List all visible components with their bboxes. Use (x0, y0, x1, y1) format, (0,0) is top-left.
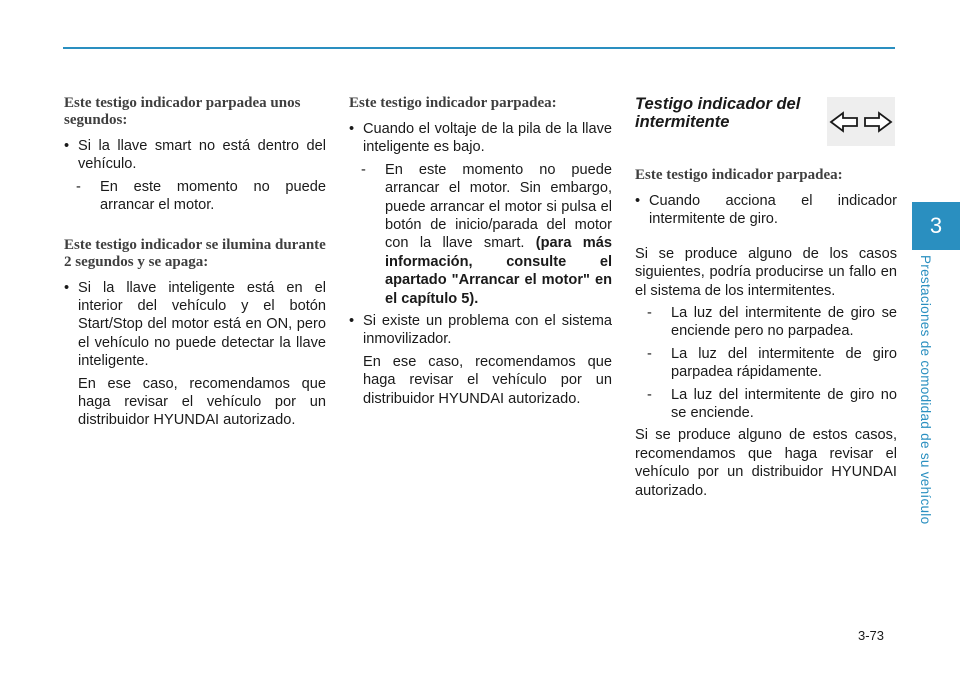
dash-mark: - (361, 161, 366, 178)
chapter-title-text: Prestaciones de comodidad de su vehículo (918, 255, 933, 525)
note-visit-dealer: En ese caso, recomendamos que haga revisar el vehículo por un distribuidor HYUNDAI autorizado. (363, 353, 612, 407)
bullet-key-not-inside: • Si la llave smart no está dentro del vehículo. (64, 137, 326, 174)
heading-blinks-seconds: Este testigo indicador parpadea unos segundos: (64, 95, 301, 128)
paragraph-recommend-dealer: Si se produce alguno de estos casos, recomendamos que haga revisar el vehículo por un distribuidor HYUNDAI autorizado. (635, 427, 897, 499)
chapter-number-tab: 3 (912, 202, 960, 250)
column-1 (64, 95, 326, 434)
dash-text: La luz del intermitente de giro se enciende pero no parpadea. (671, 305, 897, 340)
turn-signal-arrows-icon (827, 97, 895, 146)
turn-signal-arrows-svg (827, 97, 895, 146)
dash-text: La luz del intermitente de giro parpadea rápidamente. (671, 345, 897, 381)
page-number: 3-73 (858, 628, 885, 643)
dash-case-no-blink (647, 304, 897, 341)
section-title-turn-signal: Testigo indicador del intermitente (635, 95, 801, 131)
dash-item-cannot-start (76, 178, 326, 215)
note-visit-dealer: En ese caso, recomendamos que haga revisar el vehículo por un distribuidor HYUNDAI autorizado. (78, 375, 326, 429)
bullet-turn-signal-activated: • Cuando acciona el indicador intermitente de giro. (635, 192, 897, 229)
paragraph-failure-cases: Si se produce alguno de los casos siguientes, podría producirse un fallo en el sistema de los intermitentes. (635, 245, 897, 299)
dash-text: En este momento no puede arrancar el motor. Sin embargo, puede arrancar el motor si pulsa el botón de inicio/parada del motor con la llave smart. (385, 161, 612, 252)
dash-text: En este momento no puede arrancar el motor. (100, 178, 326, 214)
left-arrow-icon (831, 113, 857, 131)
dash-mark: - (647, 305, 652, 322)
dash-mark: - (647, 386, 652, 403)
bullet-low-battery: • Cuando el voltaje de la pila de la llave inteligente es bajo. (349, 120, 612, 157)
column-3 (635, 95, 897, 500)
reference-chapter-5: (para más información, consulte el apartado "Arrancar el motor" en el capítulo 5). (385, 235, 612, 307)
heading-lights-2-seconds: Este testigo indicador se ilumina durante 2 segundos y se apaga: (64, 236, 326, 270)
dash-case-fast-blink (647, 345, 897, 382)
dash-mark: - (647, 345, 652, 362)
column-2 (349, 95, 612, 412)
dash-mark: - (76, 178, 81, 195)
dash-case-not-lit (647, 386, 897, 423)
heading-blinks: Este testigo indicador parpadea: (635, 167, 843, 183)
heading-blinks: Este testigo indicador parpadea: (349, 95, 557, 111)
dash-item-start-with-key (361, 161, 612, 308)
dash-text: La luz del intermitente de giro no se enciende. (671, 386, 897, 422)
header-rule (63, 47, 895, 49)
bullet-key-inside-not-detected: • Si la llave inteligente está en el interior del vehículo y el botón Start/Stop del motor está en ON, pero el vehículo no puede detectar la llave inteligente. (64, 279, 326, 371)
bullet-immobilizer-problem: • Si existe un problema con el sistema inmovilizador. (349, 312, 612, 349)
right-arrow-icon (865, 113, 891, 131)
